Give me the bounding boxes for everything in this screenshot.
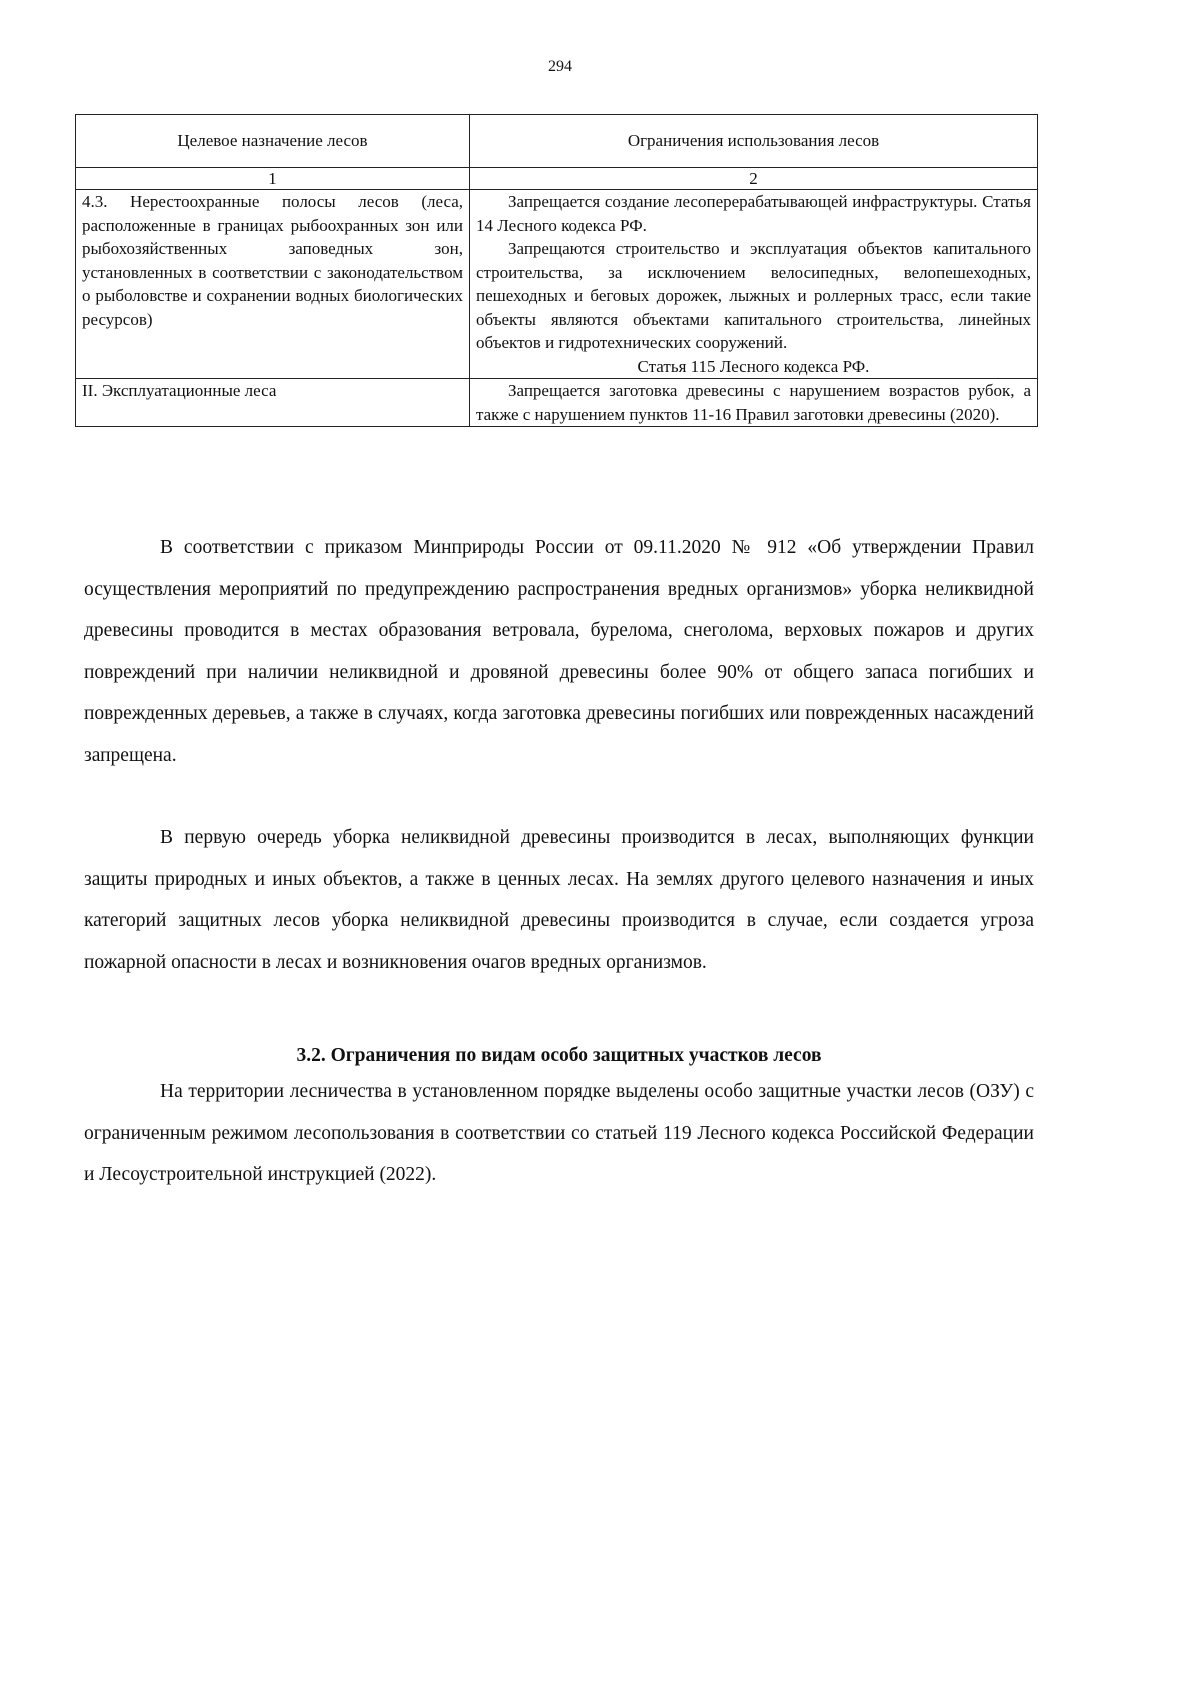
section-heading: 3.2. Ограничения по видам особо защитных участков лесов: [296, 1045, 822, 1066]
table-column-numbers-row: [76, 168, 1038, 190]
restriction-text: Запрещаются строительство и эксплуатация объектов капитального строительства, за исключением велосипедных, велопешеходных, пешеходных и беговых дорожек, лыжных и роллерных трасс, если такие объекты являются объектами капитального строительства, линейных объектов и гидротехнических сооружений.: [476, 239, 1031, 352]
body-paragraph: [84, 1071, 1034, 1196]
restriction-text: Запрещается создание лесоперерабатывающей инфраструктуры. Статья 14 Лесного кодекса РФ.: [476, 192, 1031, 235]
table-row: [76, 379, 1038, 427]
table-header-restrictions: Ограничения использования лесов: [470, 115, 1038, 168]
table-header-purpose: Целевое назначение лесов: [76, 115, 470, 168]
restrictions-table: [75, 114, 1038, 427]
body-paragraph: [84, 527, 1034, 776]
table-header-row: [76, 115, 1038, 168]
paragraph-text: На территории лесничества в установленном порядке выделены особо защитные участки лесов (ОЗУ) с ограниченным режимом лесопользования в соответствии со статьей 119 Лесного кодекса Российской Федерации и Лесоустроительной инструкцией (2022).: [84, 1081, 1034, 1185]
paragraph-text: В соответствии с приказом Минприроды России от 09.11.2020 № 912 «Об утверждении Правил осуществления мероприятий по предупреждению распространения вредных организмов» уборка неликвидной древесины проводится в местах образования ветровала, бурелома, снеголома, верховых пожаров и других повреждений при наличии неликвидной и дровяной древесины более 90% от общего запаса погибших и поврежденных деревьев, а также в случаях, когда заготовка древесины погибших или поврежденных насаждений запрещена.: [84, 537, 1034, 766]
table-cell-purpose: 4.3. Нерестоохранные полосы лесов (леса, расположенные в границах рыбоохранных зон или рыбохозяйственных заповедных зон, установленных в соответствии с законодательством о рыболовстве и сохранении водных биологических ресурсов): [76, 190, 470, 379]
body-paragraph: [84, 817, 1034, 983]
table-row: [76, 190, 1038, 379]
table-cell-restrictions: [470, 190, 1038, 379]
table-cell-restrictions: [470, 379, 1038, 427]
column-number-1: 1: [76, 168, 470, 190]
table-cell-purpose: II. Эксплуатационные леса: [76, 379, 470, 427]
restriction-text: Запрещается заготовка древесины с нарушением возрастов рубок, а также с нарушением пунктов 11-16 Правил заготовки древесины (2020).: [476, 381, 1031, 424]
page-number: 294: [548, 58, 572, 75]
restriction-text: Статья 115 Лесного кодекса РФ.: [637, 356, 870, 376]
paragraph-text: В первую очередь уборка неликвидной древесины производится в лесах, выполняющих функции защиты природных и иных объектов, а также в ценных лесах. На землях другого целевого назначения и иных категорий защитных лесов уборка неликвидной древесины производится в случае, если создается угроза пожарной опасности в лесах и возникновения очагов вредных организмов.: [84, 827, 1034, 973]
column-number-2: 2: [470, 168, 1038, 190]
